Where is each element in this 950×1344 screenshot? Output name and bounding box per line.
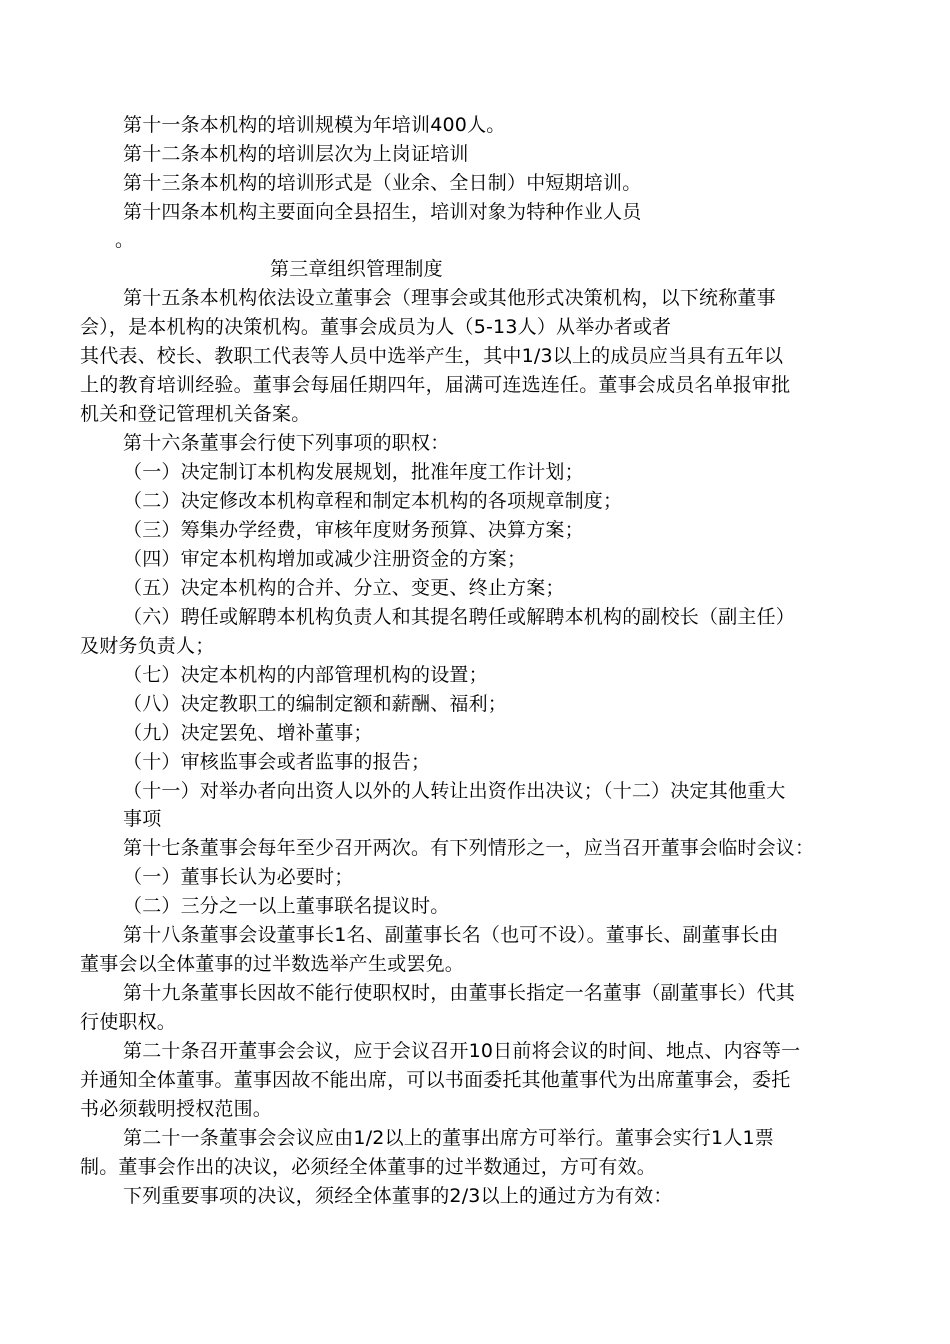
article-19-line-1: 第十九条董事长因故不能行使职权时，由董事长指定一名董事（副董事长）代其 — [123, 982, 796, 1004]
list-item: （二）三分之一以上董事联名提议时。 — [123, 895, 450, 917]
list-item: （六）聘任或解聘本机构负责人和其提名聘任或解聘本机构的副校长（副主任） — [123, 606, 796, 628]
article-21-line-1: 第二十一条董事会会议应由1/2以上的董事出席方可举行。董事会实行1人1票 — [123, 1127, 774, 1149]
article-20-line-3: 书必须载明授权范围。 — [80, 1098, 273, 1120]
list-item: （十一）对举办者向出资人以外的人转让出资作出决议；（十二）决定其他重大 — [123, 780, 786, 802]
article-15-line-5: 机关和登记管理机关备案。 — [80, 403, 311, 425]
list-item-continuation: 事项 — [123, 808, 162, 830]
list-item: （五）决定本机构的合并、分立、变更、终止方案； — [123, 577, 565, 599]
article-20-line-1: 第二十条召开董事会会议，应于会议召开10日前将会议的时间、地点、内容等一 — [123, 1040, 801, 1062]
article-17: 第十七条董事会每年至少召开两次。有下列情形之一，应当召开董事会临时会议： — [123, 837, 815, 859]
article-16: 第十六条董事会行使下列事项的职权： — [123, 432, 450, 454]
article-20-line-2: 并通知全体董事。董事因故不能出席，可以书面委托其他董事代为出席董事会，委托 — [80, 1069, 791, 1091]
article-15-line-3: 其代表、校长、教职工代表等人员中选举产生，其中1/3以上的成员应当具有五年以 — [80, 345, 784, 367]
list-item: （四）审定本机构增加或减少注册资金的方案； — [123, 548, 527, 570]
article-18-line-2: 董事会以全体董事的过半数选举产生或罢免。 — [80, 953, 465, 975]
article-15-line-4: 上的教育培训经验。董事会每届任期四年，届满可连选连任。董事会成员名单报审批 — [80, 374, 791, 396]
chapter-heading: 第三章组织管理制度 — [270, 258, 443, 280]
list-item: （七）决定本机构的内部管理机构的设置； — [123, 664, 488, 686]
list-item: （二）决定修改本机构章程和制定本机构的各项规章制度； — [123, 490, 623, 512]
article-15-line-2: 会），是本机构的决策机构。董事会成员为人（5-13人）从举办者或者 — [80, 316, 672, 338]
list-item: （八）决定教职工的编制定额和薪酬、福利； — [123, 693, 508, 715]
article-21-line-2: 制。董事会作出的决议，必须经全体董事的过半数通过，方可有效。 — [80, 1156, 657, 1178]
list-item-continuation: 及财务负责人； — [80, 635, 215, 657]
article-14-period: 。 — [115, 229, 135, 251]
article-12: 第十二条本机构的培训层次为上岗证培训 — [123, 143, 469, 165]
article-21-line-3: 下列重要事项的决议，须经全体董事的2/3以上的通过方为有效： — [123, 1185, 673, 1207]
list-item: （一）决定制订本机构发展规划，批准年度工作计划； — [123, 461, 584, 483]
article-19-line-2: 行使职权。 — [80, 1011, 177, 1033]
article-14: 第十四条本机构主要面向全县招生，培训对象为特种作业人员 — [123, 201, 642, 223]
article-15-line-1: 第十五条本机构依法设立董事会（理事会或其他形式决策机构，以下统称董事 — [123, 287, 776, 309]
article-11: 第十一条本机构的培训规模为年培训400人。 — [123, 114, 506, 136]
list-item: （十）审核监事会或者监事的报告； — [123, 751, 431, 773]
article-18-line-1: 第十八条董事会设董事长1名、副董事长名（也可不设）。董事长、副董事长由 — [123, 924, 779, 946]
list-item: （一）董事长认为必要时； — [123, 866, 354, 888]
article-13: 第十三条本机构的培训形式是（业余、全日制）中短期培训。 — [123, 172, 642, 194]
list-item: （九）决定罢免、增补董事； — [123, 722, 373, 744]
list-item: （三）筹集办学经费，审核年度财务预算、决算方案； — [123, 519, 584, 541]
